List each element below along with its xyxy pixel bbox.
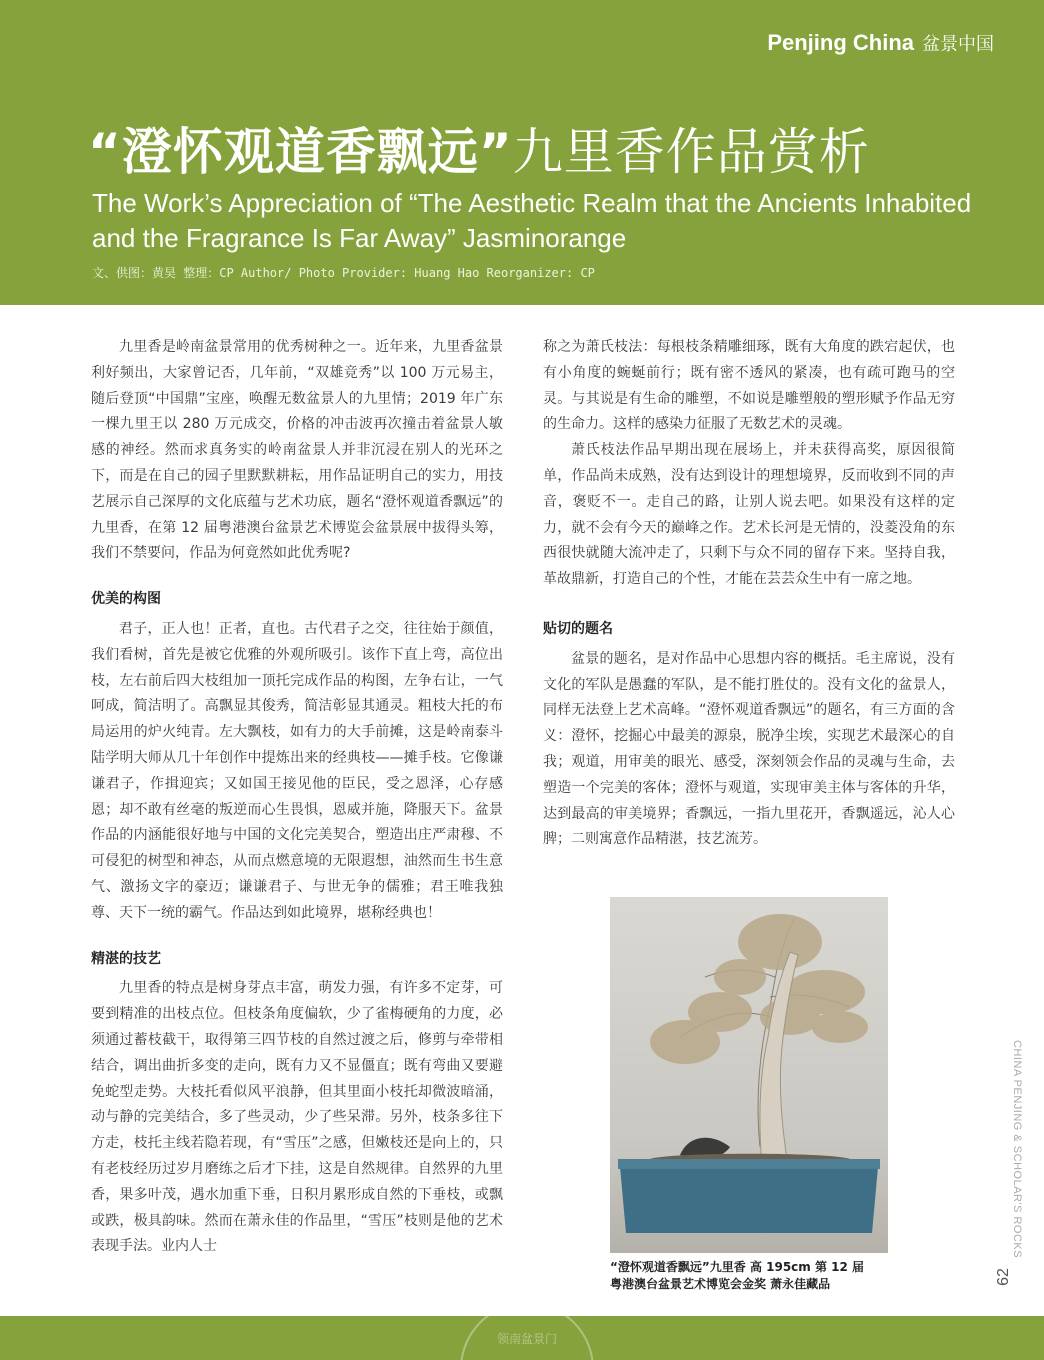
left-column <box>91 335 503 1260</box>
section-heading-technique: 精湛的技艺 <box>91 950 161 967</box>
bonsai-illustration <box>610 897 888 1253</box>
xiao-style-paragraph: 萧氏枝法作品早期出现在展场上，并未获得高奖，原因很简单，作品尚未成熟，没有达到设计的理想境界，反而收到不同的声音，褒贬不一。走自己的路，让别人说去吧。如果没有这样的定力，就不会有今天的巅峰之作。艺术长河是无情的，没菱没角的东西很快就随大流冲走了，只剩下与众不同的留存下来。坚持自我，革故鼎新，打造自己的个性，才能在芸芸众生中有一席之地。 <box>543 442 955 588</box>
continued-paragraph: 称之为萧氏枝法：每根枝条精雕细琢，既有大角度的跌宕起伏，也有小角度的蜿蜒前行；既有密不透风的紧凑，也有疏可跑马的空灵。与其说是有生命的雕塑，不如说是雕塑般的塑形赋予作品无穷的生命力。这样的感染力征服了无数艺术的灵魂。 <box>543 339 955 433</box>
right-column <box>543 335 955 853</box>
title-cn-sub: 九里香作品赏析 <box>512 123 870 181</box>
caption-line-2: 粤港澳台盆景艺术博览会金奖 萧永佳藏品 <box>610 1277 831 1291</box>
watermark-seal <box>460 1316 594 1360</box>
brand-en: Penjing China <box>767 30 914 55</box>
side-journal-title: CHINA PENJING & SCHOLAR'S ROCKS <box>1011 1040 1023 1259</box>
bonsai-photo <box>610 897 888 1253</box>
article-title-cn <box>88 112 870 184</box>
brand-cn: 盆景中国 <box>922 34 994 54</box>
byline: 文、供图：黄昊 整理：CP Author/ Photo Provider: Huang Hao Reorganizer: CP <box>92 266 595 280</box>
composition-paragraph: 君子，正人也！正者，直也。古代君子之交，往往始于颜值，我们看树，首先是被它优雅的外观所吸引。该作下直上弯，高位出枝，左右前后四大枝组加一顶托完成作品的构图，左争右让，一气呵成，简洁明了。高飘显其俊秀，简洁彰显其通灵。粗枝大托的布局运用的炉火纯青。左大飘枝，如有力的大手前摊，这是岭南泰斗陆学明大师从几十年创作中提炼出来的经典枝——摊手枝。它像谦谦君子，作揖迎宾；又如国王接见他的臣民，受之恩泽，心存感恩；却不敢有丝毫的叛逆而心生畏惧，恩威并施，降服天下。盆景作品的内涵能很好地与中国的文化完美契合，塑造出庄严肃穆、不可侵犯的树型和神态，从而点燃意境的无限遐想，油然而生书生意气、激扬文字的豪迈；谦谦君子、与世无争的儒雅；君王唯我独尊、天下一统的霸气。作品达到如此境界，堪称经典也！ <box>91 620 503 921</box>
section-heading-composition: 优美的构图 <box>91 591 161 608</box>
header-banner <box>0 0 1044 305</box>
title-cn-main: “澄怀观道香飘远” <box>88 123 513 181</box>
technique-paragraph: 九里香的特点是树身芽点丰富，萌发力强，有许多不定芽，可要到精准的出枝点位。但枝条角度偏软，少了雀梅硬角的力度，必须通过蓄枝截干，取得第三四节枝的自然过渡之后，修剪与牵带相结合，调出曲折多变的走向，既有力又不显僵直；既有弯曲又要避免蛇型走势。大枝托看似风平浪静，但其里面小枝托却微波暗涌，动与静的完美结合，多了些灵动，少了些呆滞。另外，枝条多往下方走，枝托主线若隐若现，有“雪压”之感，但嫩枝还是向上的，只有老枝经历过岁月磨练之后才下挂，这是自然规律。自然界的九里香，果多叶茂，遇水加重下垂，日积月累形成自然的下垂枝，或飘或跌，极具韵味。然而在萧永佳的作品里，“雪压”枝则是他的艺术表现手法。业内人士 <box>91 980 503 1255</box>
brand <box>767 30 994 56</box>
article-title-en: The Work’s Appreciation of “The Aesthetic Realm that the Ancients Inhabited and the Fragrance Is Far Away” Jasminorange <box>92 188 972 253</box>
intro-paragraph: 九里香是岭南盆景常用的优秀树种之一。近年来，九里香盆景利好频出，大家曾记否，几年前，“双雄竞秀”以 100 万元易主，随后登顶“中国鼎”宝座，唤醒无数盆景人的九里情；2019 年广东一棵九里王以 280 万元成交，价格的冲击波再次撞击着盆景人敏感的神经。然而求真务实的岭南盆景人并非沉浸在别人的光环之下，而是在自己的园子里默默耕耘，用作品证明自己的实力，用技艺展示自己深厚的文化底蕴与艺术功底，题名“澄怀观道香飘远”的九里香，在第 12 届粤港澳台盆景艺术博览会盆景展中拔得头筹，我们不禁要问，作品为何竟然如此优秀呢? <box>91 339 503 562</box>
section-heading-title: 贴切的题名 <box>543 620 613 637</box>
caption-line-1: “澄怀观道香飘远”九里香 高 195cm 第 12 届 <box>610 1260 865 1274</box>
footer-bar <box>0 1316 1044 1360</box>
photo-caption <box>610 1259 910 1293</box>
title-meaning-paragraph: 盆景的题名，是对作品中心思想内容的概括。毛主席说，没有文化的军队是愚蠢的军队，是不能打胜仗的。没有文化的盆景人，同样无法登上艺术高峰。“澄怀观道香飘远”的题名，有三方面的含义：澄怀，挖掘心中最美的源泉，脱净尘埃，实现艺术最深心的自我；观道，用审美的眼光、感受，深刻领会作品的灵魂与生命，去塑造一个完美的客体；澄怀与观道，实现审美主体与客体的升华，达到最高的审美境界；香飘远，一指九里花开，香飘遥远，沁人心脾；二则寓意作品精湛，技艺流芳。 <box>543 650 955 848</box>
page-number: 62 <box>994 1268 1012 1286</box>
seal-text: 领南盆景门 <box>496 1332 557 1346</box>
